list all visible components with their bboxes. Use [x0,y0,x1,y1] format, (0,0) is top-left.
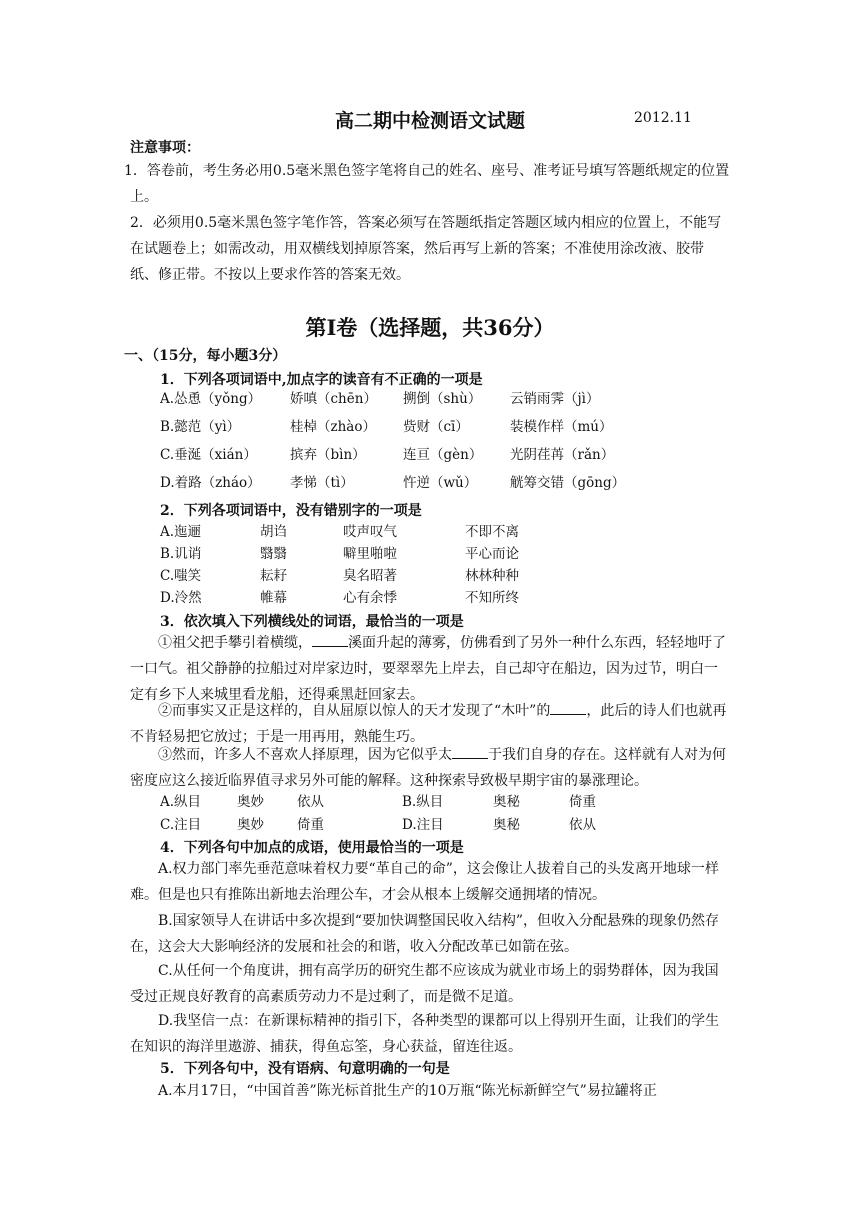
q3-opt-a-1: A.纵目 [160,794,202,810]
q3-stem: 3．依次填入下列横线处的词语，最恰当的一项是 [160,614,464,630]
q2-a-2: 胡诌 [260,524,287,540]
q3-opt-c-2: 奥妙 [237,817,264,833]
q5-option-a: A.本月17日，“中国首善”陈光标首批生产的10万瓶“陈光标新鲜空气”易拉罐将正 [158,1083,657,1099]
q3-p2-start: ②而事实又正是这样的，自从屈原以惊人的天才发现了“木叶”的 [158,703,551,719]
q2-b-1: B.讥诮 [160,546,202,562]
q2-stem: 2．下列各项词语中，没有错别字的一项是 [160,503,422,519]
q1-d-3: 忤逆（wǔ） [403,475,478,491]
q2-d-2: 帷幕 [260,590,287,606]
q2-b-2: 翳翳 [260,546,287,562]
q5-stem: 5．下列各句中，没有语病、句意明确的一句是 [160,1061,450,1077]
notice-item-1: 1．答卷前，考生务必用0.5毫米黑色签字笔将自己的姓名、座号、准考证号填写答题纸规定的位置上。 [124,163,730,205]
q3-paragraph-3 [130,742,730,794]
q1-c-2: 摈弃（bìn） [290,447,366,463]
q2-c-4: 林林种种 [465,568,519,584]
q2-b-4: 平心而论 [465,546,519,562]
q1-c-4: 光阴荏苒（rǎn） [510,447,615,463]
part-heading: 一、（15分，每小题3分） [124,348,287,364]
q3-p3-start: ③然而，许多人不喜欢人择原理，因为它似乎太 [158,747,452,763]
q1-a-2: 娇嗔（chēn） [290,391,377,407]
q3-blank-1 [312,634,348,647]
q1-a-4: 云销雨霁（jì） [510,391,600,407]
q2-c-1: C.嗤笑 [160,568,202,584]
q3-opt-a-3: 依从 [297,794,324,810]
exam-title: 高二期中检测语文试题 [334,110,525,132]
notice-item-2: 2．必须用0.5毫米黑色签字笔作答，答案必须写在答题纸指定答题区域内相应的位置上，不能写在试题卷上；如需改动，用双横线划掉原答案，然后再写上新的答案；不准使用涂改液、胶带纸、修正带。不按以上要求作答的答案无效。 [130,215,722,283]
q1-d-1: D.着路（zháo） [160,475,261,491]
q1-stem: 1．下列各项词语中,加点字的读音有不正确的一项是 [160,372,483,388]
q3-opt-c-1: C.注目 [160,817,202,833]
q1-d-4: 觥筹交错（gōng） [510,475,626,491]
q3-opt-c-3: 倚重 [297,817,324,833]
q1-b-2: 桂棹（zhào） [290,419,376,435]
q2-a-4: 不即不离 [465,524,519,540]
q1-a-1: A.怂恿（yǒng） [160,391,262,407]
q3-opt-b-3: 倚重 [569,794,596,810]
q3-p1-end: 溪面升起的薄雾，仿佛看到了另外一种什么东西，轻轻地吁了一口气。祖父静静的拉船过对岸家边时，要翠翠先上岸去，自己却守在船边，因为过节，明白一定有乡下人来城里看龙船，还得乘黑赶回家去。 [130,635,726,703]
q4-option-a: A.权力部门率先垂范意味着权力要“革自己的命”，这会像让人拔着自己的头发离开地球一样难。但是也只有推陈出新地去治理公车，才会从根本上缓解交通拥堵的情况。 [130,861,719,903]
q4-option-c: C.从任何一个角度讲，拥有高学历的研究生都不应该成为就业市场上的弱势群体，因为我国受过正规良好教育的高素质劳动力不是过剩了，而是微不足道。 [130,963,719,1005]
q2-d-4: 不知所终 [465,590,519,606]
q1-b-4: 装模作样（mú） [510,419,613,435]
q4-stem: 4．下列各句中加点的成语，使用最恰当的一项是 [160,840,464,856]
q1-d-2: 孝悌（tì） [290,475,354,491]
q2-c-2: 耘耔 [260,568,287,584]
q2-a-3: 哎声叹气 [343,524,397,540]
q3-opt-b-1: B.纵目 [402,794,444,810]
q1-c-1: C.垂涎（xián） [160,447,257,463]
q4-option-b: B.国家领导人在讲话中多次提到“要加快调整国民收入结构”，但收入分配悬殊的现象仍然存在，这会大大影响经济的发展和社会的和谐，收入分配改革已如箭在弦。 [130,913,720,955]
section-title: 第Ⅰ卷（选择题，共36分） [305,315,555,340]
q1-a-3: 搠倒（shù） [403,391,482,407]
q3-paragraph-1 [130,630,730,708]
q3-p1-start: ①祖父把手攀引着横缆， [158,635,312,651]
q4-option-d: D.我坚信一点：在新课标精神的指引下，各种类型的课都可以上得别开生面，让我们的学生在知识的海洋里遨游、捕获，得鱼忘筌，身心获益，留连往返。 [130,1013,720,1055]
q3-opt-a-2: 奥妙 [237,794,264,810]
q3-opt-d-2: 奥秘 [493,817,520,833]
q3-blank-3 [452,746,488,759]
q2-c-3: 臭名昭著 [343,568,397,584]
q3-blank-2 [550,702,586,715]
q3-opt-d-1: D.注目 [402,817,444,833]
q1-c-3: 连亘（gèn） [403,447,483,463]
q2-d-1: D.泠然 [160,590,202,606]
q2-b-3: 噼里啪啦 [343,546,397,562]
q1-b-3: 赀财（cī） [403,419,469,435]
exam-date: 2012.11 [634,110,692,126]
q3-opt-b-2: 奥秘 [493,794,520,810]
q1-b-1: B.懿范（yì） [160,419,241,435]
q3-opt-d-3: 依从 [569,817,596,833]
notice-heading: 注意事项： [130,140,200,156]
q3-p2-end: ，此后的诗人们也就再不肯轻易把它放过；于是一用再用，熟能生巧。 [130,703,727,745]
q2-d-3: 心有余悸 [343,590,397,606]
q3-p3-end: 于我们自身的存在。这样就有人对为何密度应这么接近临界值寻求另外可能的解释。这种探索导致极早期宇宙的暴涨理论。 [130,747,726,789]
q2-a-1: A.迤逦 [160,524,202,540]
